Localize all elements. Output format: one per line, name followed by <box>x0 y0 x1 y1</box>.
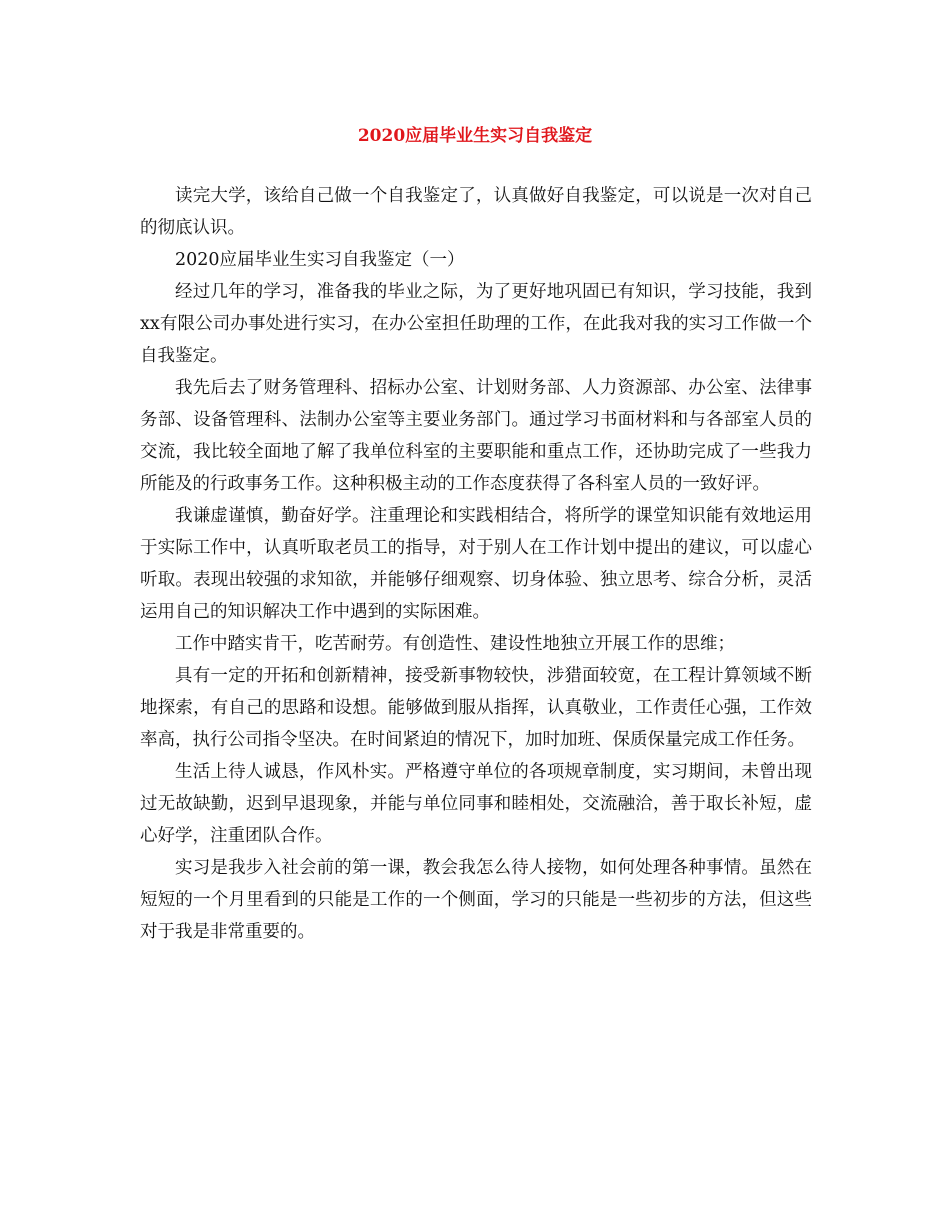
paragraph-life: 生活上待人诚恳，作风朴实。严格遵守单位的各项规章制度，实习期间，未曾出现过无故缺勤，迟到早退现象，并能与单位同事和睦相处，交流融洽，善于取长补短，虚心好学，注重团队合作。 <box>140 762 812 846</box>
paragraph-work-attitude: 工作中踏实肯干，吃苦耐劳。有创造性、建设性地独立开展工作的思维； <box>175 634 735 654</box>
paragraph-intro: 读完大学，该给自己做一个自我鉴定了，认真做好自我鉴定，可以说是一次对自己的彻底认识。 <box>140 186 812 238</box>
paragraph-departments: 我先后去了财务管理科、招标办公室、计划财务部、人力资源部、办公室、法律事务部、设备管理科、法制办公室等主要业务部门。通过学习书面材料和与各部室人员的交流，我比较全面地了解了我单位科室的主要职能和重点工作，还协助完成了一些我力所能及的行政事务工作。这种积极主动的工作态度获得了各科室人员的一致好评。 <box>140 378 812 494</box>
section-heading: 2020应届毕业生实习自我鉴定（一） <box>175 250 465 270</box>
document-title: 2020应届毕业生实习自我鉴定 <box>357 126 593 146</box>
document-body <box>140 180 812 948</box>
paragraph-internship: 经过几年的学习，准备我的毕业之际，为了更好地巩固已有知识，学习技能，我到xx有限公司办事处进行实习，在办公室担任助理的工作，在此我对我的实习工作做一个自我鉴定。 <box>140 282 812 366</box>
paragraph-conclusion: 实习是我步入社会前的第一课，教会我怎么待人接物，如何处理各种事情。虽然在短短的一个月里看到的只能是工作的一个侧面，学习的只能是一些初步的方法，但这些对于我是非常重要的。 <box>140 858 812 942</box>
paragraph-learning: 我谦虚谨慎，勤奋好学。注重理论和实践相结合，将所学的课堂知识能有效地运用于实际工作中，认真听取老员工的指导，对于别人在工作计划中提出的建议，可以虚心听取。表现出较强的求知欲，并能够仔细观察、切身体验、独立思考、综合分析，灵活运用自己的知识解决工作中遇到的实际困难。 <box>140 506 812 622</box>
paragraph-innovation: 具有一定的开拓和创新精神，接受新事物较快，涉猎面较宽，在工程计算领域不断地探索，有自己的思路和设想。能够做到服从指挥，认真敬业，工作责任心强，工作效率高，执行公司指令坚决。在时间紧迫的情况下，加时加班、保质保量完成工作任务。 <box>140 666 812 750</box>
